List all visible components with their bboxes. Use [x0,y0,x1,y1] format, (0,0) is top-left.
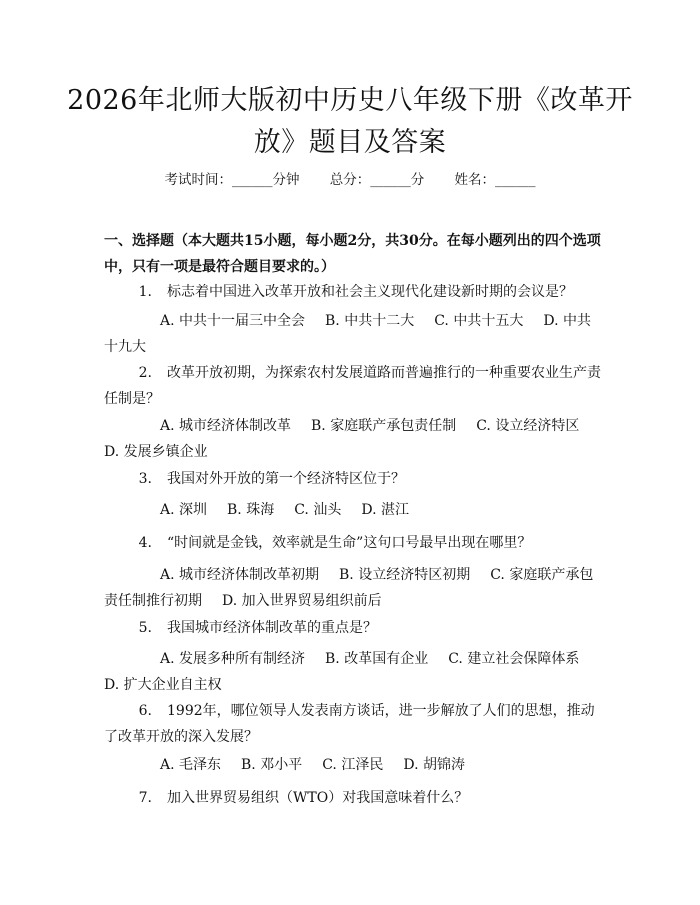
option-b: B. 家庭联产承包责任制 [311,418,457,434]
question-6-options [104,752,602,778]
question-text: 改革开放初期，为探索农村发展道路而普遍推行的一种重要农业生产责任制是？ [104,365,601,407]
section-heading: 一、选择题（本大题共15小题，每小题2分，共30分。在每小题列出的四个选项中，只有一项是最符合题目要求的。） [104,233,601,275]
question-5-options [104,646,602,698]
question-number: 2. [138,365,152,381]
exam-time-field: 考试时间：______分钟 [164,172,300,188]
option-a: A. 中共十一届三中全会 [160,313,306,329]
question-number: 3. [138,471,152,487]
question-text: 我国城市经济体制改革的重点是？ [167,620,377,636]
option-c: C. 中共十五大 [434,313,524,329]
option-d: D. 胡锦涛 [403,757,465,773]
question-number: 1. [138,284,152,300]
option-b: B. 邓小平 [241,757,303,773]
name-field: 姓名：______ [454,172,536,188]
option-c: C. 汕头 [294,502,342,518]
option-a: A. 城市经济体制改革初期 [160,567,320,583]
total-score-field: 总分：______分 [329,172,425,188]
question-3-options [104,497,602,523]
question-text: 1992年，哪位领导人发表南方谈话，进一步解放了人们的思想，推动了改革开放的深入发展？ [104,703,595,745]
option-c: C. 家庭联产承包责任制推行初期 [104,567,594,609]
question-number: 7. [138,790,152,806]
exam-meta [0,168,700,188]
question-text: “时间就是金钱，效率就是生命”这句口号最早出现在哪里？ [167,535,532,551]
question-number: 4. [138,535,152,551]
question-number: 5. [138,620,152,636]
option-a: A. 城市经济体制改革 [160,418,292,434]
document-title: 2026年北师大版初中历史八年级下册《改革开放》题目及答案 [67,85,633,158]
option-c: C. 设立经济特区 [476,418,580,434]
question-text: 标志着中国进入改革开放和社会主义现代化建设新时期的会议是？ [167,284,573,300]
option-a: A. 发展多种所有制经济 [160,651,306,667]
question-text: 我国对外开放的第一个经济特区位于？ [167,471,405,487]
question-7 [104,785,604,811]
question-1 [104,279,604,305]
question-4-options [104,562,602,614]
question-2-options [104,413,602,465]
question-2 [104,360,604,412]
option-d: D. 中共十九大 [104,313,591,355]
option-d: D. 湛江 [361,502,409,518]
question-1-options [104,308,602,360]
question-number: 6. [138,703,152,719]
option-b: B. 中共十二大 [325,313,415,329]
question-text: 加入世界贸易组织（WTO）对我国意味着什么？ [167,790,469,806]
option-c: C. 建立社会保障体系 [448,651,580,667]
option-d: D. 扩大企业自主权 [104,677,222,693]
question-5 [104,615,604,641]
question-3 [104,466,604,492]
option-b: B. 设立经济特区初期 [339,567,471,583]
option-c: C. 江泽民 [322,757,384,773]
option-b: B. 改革国有企业 [325,651,429,667]
question-6 [104,698,604,750]
question-4 [104,530,604,556]
option-a: A. 毛泽东 [160,757,222,773]
option-d: D. 发展乡镇企业 [104,444,208,460]
option-d: D. 加入世界贸易组织前后 [222,593,382,609]
option-b: B. 珠海 [227,502,275,518]
option-a: A. 深圳 [160,502,208,518]
